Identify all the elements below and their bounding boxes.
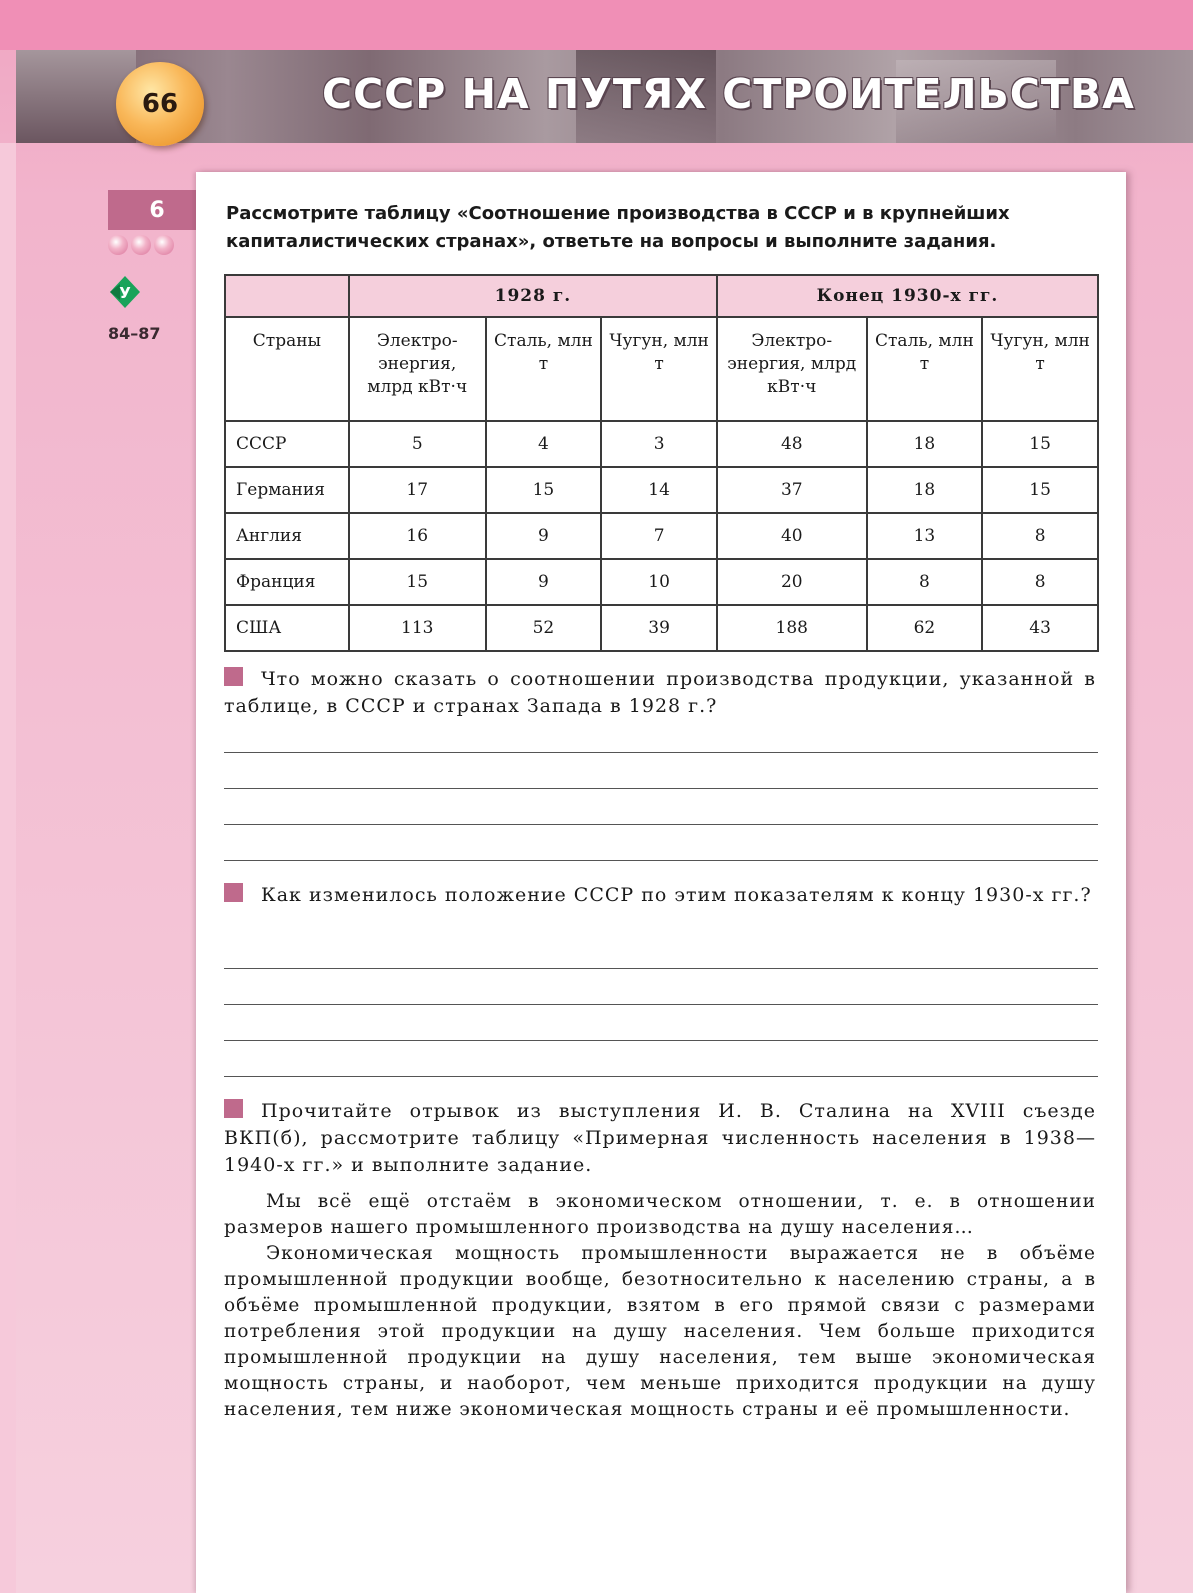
table-group-header-row [225, 275, 1098, 317]
table-cell: 15 [982, 467, 1098, 513]
table-cell: 15 [486, 467, 602, 513]
table-row [225, 559, 1098, 605]
answer-line[interactable] [224, 968, 1098, 969]
question-3 [224, 1098, 1096, 1179]
answer-line[interactable] [224, 788, 1098, 789]
table-cell: 40 [717, 513, 867, 559]
svg-text:У: У [119, 284, 131, 302]
answer-line[interactable] [224, 860, 1098, 861]
question-text: Прочитайте отрывок из выступления И. В. Сталина на XVIII съезде ВКП(б), рассмотрите таблицу «Примерная численность населения в 1938—1940-х гг.» и выполните задание. [224, 1100, 1096, 1176]
difficulty-dot [108, 235, 128, 255]
column-header: Чугун, млн т [982, 317, 1098, 421]
group-header-1928: 1928 г. [349, 275, 717, 317]
question-marker [224, 667, 243, 686]
chapter-title: СССР НА ПУТЯХ СТРОИТЕЛЬСТВА [322, 70, 1135, 118]
column-header: Сталь, млн т [486, 317, 602, 421]
country-cell: Англия [225, 513, 349, 559]
table-cell: 4 [486, 421, 602, 467]
table-cell: 5 [349, 421, 486, 467]
answer-line[interactable] [224, 752, 1098, 753]
table-cell: 18 [867, 467, 983, 513]
table-corner-cell [225, 275, 349, 317]
table-row [225, 513, 1098, 559]
country-cell: СССР [225, 421, 349, 467]
table-cell: 43 [982, 605, 1098, 651]
column-header: Электро-энергия, млрд кВт·ч [717, 317, 867, 421]
question-2 [224, 882, 1096, 909]
table-cell: 52 [486, 605, 602, 651]
table-cell: 188 [717, 605, 867, 651]
table-row [225, 421, 1098, 467]
task-number-tab: 6 [108, 190, 206, 230]
table-cell: 13 [867, 513, 983, 559]
table-cell: 15 [349, 559, 486, 605]
answer-line[interactable] [224, 1040, 1098, 1041]
column-header: Чугун, млн т [601, 317, 717, 421]
table-cell: 16 [349, 513, 486, 559]
question-text: Что можно сказать о соотношении производства продукции, указанной в таблице, в СССР и странах Запада в 1928 г.? [224, 668, 1096, 717]
workbook-sheet [196, 172, 1126, 1593]
difficulty-dot [154, 235, 174, 255]
difficulty-dots [108, 235, 174, 255]
question-text: Как изменилось положение СССР по этим показателям к концу 1930-х гг.? [261, 884, 1092, 906]
table-cell: 7 [601, 513, 717, 559]
table-cell: 18 [867, 421, 983, 467]
table-cell: 8 [982, 513, 1098, 559]
textbook-page-range: 84–87 [108, 324, 161, 343]
question-marker [224, 1099, 243, 1118]
table-cell: 48 [717, 421, 867, 467]
task-intro: Рассмотрите таблицу «Соотношение производства в СССР и в крупнейших капиталистических странах», ответьте на вопросы и выполните задания. [226, 203, 1010, 252]
quote-paragraph-2: Экономическая мощность промышленности выражается не в объёме промышленной продукции вообще, безотносительно к населению страны, а в объёме промышленной продукции, взятом в его прямой связи с размерами потребления этой продукции на душу населения. Чем больше приходится промышленной продукции на душу населения, тем выше экономическая мощность страны, и наоборот, чем меньше приходится продукции на душу населения, тем ниже экономическая мощность страны и её промышленности. [224, 1243, 1096, 1420]
table-cell: 9 [486, 559, 602, 605]
table-row [225, 467, 1098, 513]
table-cell: 62 [867, 605, 983, 651]
table-column-header-row [225, 317, 1098, 421]
table-cell: 17 [349, 467, 486, 513]
question-marker [224, 883, 243, 902]
page-number-badge: 66 [116, 62, 204, 146]
table-cell: 3 [601, 421, 717, 467]
top-band [0, 0, 1193, 50]
table-cell: 9 [486, 513, 602, 559]
column-header: Электро-энергия, млрд кВт·ч [349, 317, 486, 421]
answer-line[interactable] [224, 1076, 1098, 1077]
table-cell: 14 [601, 467, 717, 513]
production-table [224, 274, 1099, 652]
left-margin-strip [0, 143, 16, 1593]
group-header-late-1930s: Конец 1930-х гг. [717, 275, 1098, 317]
column-header: Сталь, млн т [867, 317, 983, 421]
table-cell: 39 [601, 605, 717, 651]
table-row [225, 605, 1098, 651]
answer-line[interactable] [224, 824, 1098, 825]
table-cell: 37 [717, 467, 867, 513]
table-cell: 10 [601, 559, 717, 605]
quote-paragraph-1: Мы всё ещё отстаём в экономическом отношении, т. е. в отношении размеров нашего промышленного производства на душу населения… [224, 1191, 1096, 1238]
country-cell: Франция [225, 559, 349, 605]
table-cell: 8 [867, 559, 983, 605]
country-cell: США [225, 605, 349, 651]
table-cell: 113 [349, 605, 486, 651]
table-cell: 15 [982, 421, 1098, 467]
difficulty-dot [131, 235, 151, 255]
column-header: Страны [225, 317, 349, 421]
textbook-reference-icon [108, 274, 142, 310]
answer-line[interactable] [224, 1004, 1098, 1005]
question-1 [224, 666, 1096, 720]
table-cell: 20 [717, 559, 867, 605]
country-cell: Германия [225, 467, 349, 513]
table-cell: 8 [982, 559, 1098, 605]
